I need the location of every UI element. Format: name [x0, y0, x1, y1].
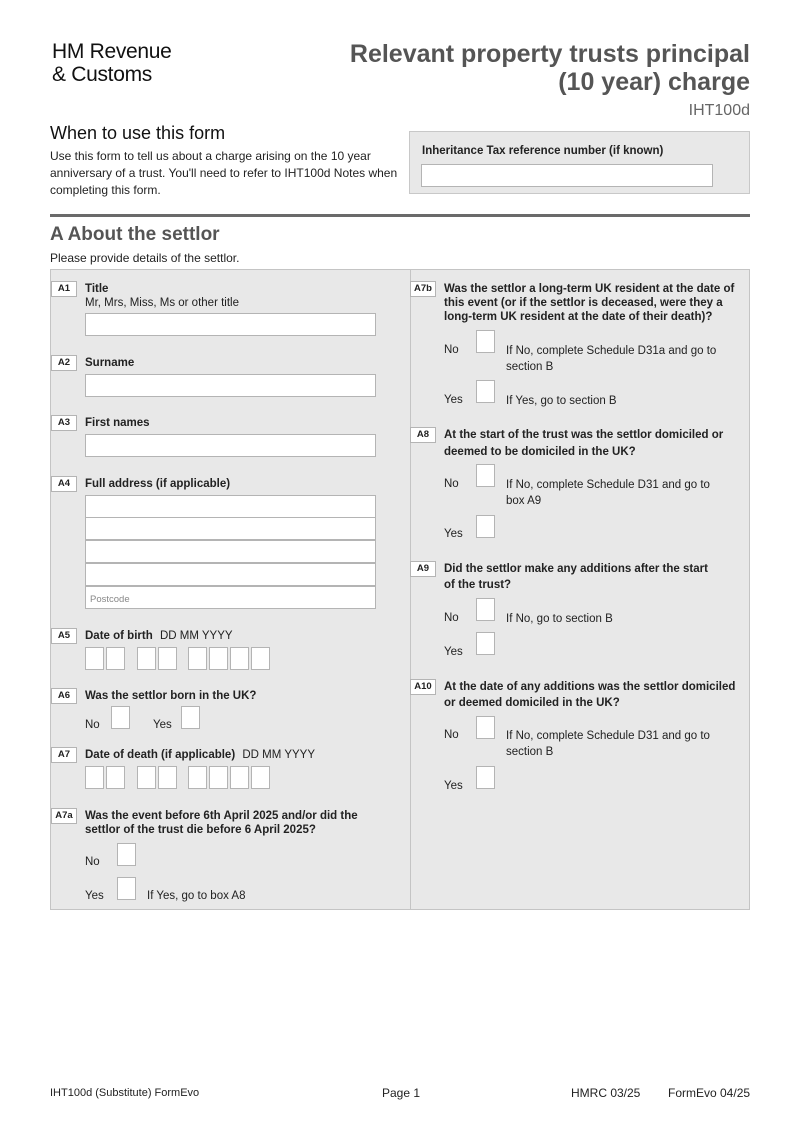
domiciled-start-no-note [506, 477, 710, 509]
when-to-use-text: Use this form to tell us about a charge arising on the 10 year anniversary of a trust. You'll need to refer to IHT100d Notes when completing this form. [50, 149, 398, 197]
dod-year-3[interactable] [230, 766, 249, 789]
dod-month-2[interactable] [158, 766, 177, 789]
question-number-a8: A8 [410, 427, 436, 443]
event-before-april-line-2: settlor of the trust die before 6 April 2025? [85, 824, 316, 836]
long-term-resident-yes-checkbox[interactable] [476, 380, 495, 403]
domiciled-start-no-label: No [444, 478, 459, 490]
question-number-a1: A1 [51, 281, 77, 297]
born-uk-no-label: No [85, 719, 100, 731]
long-term-resident-line-2: this event (or if the settlor is deceased, were they a [444, 297, 723, 309]
address-line-3-input[interactable] [85, 540, 376, 563]
born-uk-no-checkbox[interactable] [111, 706, 130, 729]
surname-label: Surname [85, 357, 135, 369]
additions-no-checkbox[interactable] [476, 598, 495, 621]
long-term-resident-no-checkbox[interactable] [476, 330, 495, 353]
section-subtitle: Please provide details of the settlor. [50, 251, 240, 265]
address-line-1-input[interactable] [85, 495, 376, 518]
domiciled-start-yes-checkbox[interactable] [476, 515, 495, 538]
question-number-a9: A9 [410, 561, 436, 577]
question-number-a2: A2 [51, 355, 77, 371]
domiciled-additions-no-checkbox[interactable] [476, 716, 495, 739]
dod-year-1[interactable] [188, 766, 207, 789]
long-term-resident-no-note-1: If No, complete Schedule D31a and go to [506, 345, 717, 357]
long-term-resident-no-label: No [444, 344, 459, 356]
when-to-use-heading: When to use this form [50, 123, 226, 143]
reference-box [409, 131, 750, 194]
dod-label-text: Date of death (if applicable) [85, 749, 236, 761]
dob-year-1[interactable] [188, 647, 207, 670]
title-hint: Mr, Mrs, Miss, Ms or other title [85, 297, 239, 309]
event-before-april-line-1: Was the event before 6th April 2025 and/or did the [85, 810, 358, 822]
settlor-panel [50, 269, 750, 910]
column-divider [410, 270, 411, 909]
footer-hmrc-version: HMRC 03/25 [571, 1086, 641, 1100]
footer-form-id: IHT100d (Substitute) FormEvo [50, 1087, 200, 1099]
born-uk-yes-checkbox[interactable] [181, 706, 200, 729]
address-label: Full address (if applicable) [85, 478, 231, 490]
domiciled-start-no-note-2: box A9 [506, 495, 542, 507]
born-uk-label: Was the settlor born in the UK? [85, 690, 257, 702]
long-term-resident-yes-note: If Yes, go to section B [506, 395, 617, 407]
dob-month-1[interactable] [137, 647, 156, 670]
additions-line-2: of the trust? [444, 579, 512, 591]
long-term-resident-yes-label: Yes [444, 394, 463, 406]
logo-line-2: & Customs [52, 63, 152, 86]
question-number-a7a: A7a [51, 808, 77, 824]
domiciled-additions-no-note-1: If No, complete Schedule D31 and go to [506, 730, 710, 742]
additions-label [444, 561, 708, 593]
additions-line-1: Did the settlor make any additions after the start [444, 563, 708, 575]
hmrc-logo [52, 40, 172, 86]
domiciled-start-no-note-1: If No, complete Schedule D31 and go to [506, 479, 710, 491]
dob-year-4[interactable] [251, 647, 270, 670]
reference-input[interactable] [421, 164, 713, 187]
section-divider [50, 214, 750, 217]
dob-month-2[interactable] [158, 647, 177, 670]
additions-no-note: If No, go to section B [506, 613, 613, 625]
question-number-a6: A6 [51, 688, 77, 704]
domiciled-start-label [444, 427, 723, 461]
postcode-input[interactable] [85, 586, 376, 609]
footer-page-number: Page 1 [382, 1086, 421, 1100]
event-before-april-no-label: No [85, 856, 100, 868]
section-heading: A About the settlor [50, 224, 220, 245]
form-title-line-2: (10 year) charge [558, 68, 750, 96]
question-number-a3: A3 [51, 415, 77, 431]
dod-format: DD MM YYYY [242, 749, 316, 761]
domiciled-start-line-1: At the start of the trust was the settlor domiciled or [444, 429, 724, 441]
domiciled-additions-label [444, 679, 735, 711]
dod-year-2[interactable] [209, 766, 228, 789]
surname-input[interactable] [85, 374, 376, 397]
event-before-april-yes-label: Yes [85, 890, 104, 902]
event-before-april-yes-checkbox[interactable] [117, 877, 136, 900]
form-title [310, 40, 750, 96]
event-before-april-label [85, 809, 358, 837]
dob-day-2[interactable] [106, 647, 125, 670]
long-term-resident-no-note-2: section B [506, 361, 554, 373]
domiciled-additions-yes-label: Yes [444, 780, 463, 792]
domiciled-start-no-checkbox[interactable] [476, 464, 495, 487]
domiciled-additions-no-label: No [444, 729, 459, 741]
domiciled-additions-line-2: or deemed domiciled in the UK? [444, 697, 620, 709]
domiciled-additions-line-1: At the date of any additions was the settlor domiciled [444, 681, 736, 693]
dod-day-2[interactable] [106, 766, 125, 789]
event-before-april-no-checkbox[interactable] [117, 843, 136, 866]
postcode-placeholder: Postcode [90, 594, 130, 605]
dob-label-text: Date of birth [85, 630, 153, 642]
logo-line-1: HM Revenue [52, 40, 172, 63]
title-label: Title [85, 283, 109, 295]
question-number-a7: A7 [51, 747, 77, 763]
domiciled-start-line-2: deemed to be domiciled in the UK? [444, 446, 636, 458]
additions-no-label: No [444, 612, 459, 624]
title-input[interactable] [85, 313, 376, 336]
question-number-a4: A4 [51, 476, 77, 492]
question-number-a5: A5 [51, 628, 77, 644]
domiciled-start-yes-label: Yes [444, 528, 463, 540]
dob-year-2[interactable] [209, 647, 228, 670]
long-term-resident-line-1: Was the settlor a long-term UK resident at the date of [444, 283, 735, 295]
additions-yes-label: Yes [444, 646, 463, 658]
address-line-2-input[interactable] [85, 517, 376, 540]
reference-label: Inheritance Tax reference number (if known) [422, 145, 664, 157]
dob-year-3[interactable] [230, 647, 249, 670]
born-uk-yes-label: Yes [153, 719, 172, 731]
footer-formevo-version: FormEvo 04/25 [668, 1086, 751, 1100]
long-term-resident-label [444, 282, 734, 324]
long-term-resident-no-note [506, 343, 716, 375]
dob-day-1[interactable] [85, 647, 104, 670]
question-number-a7b: A7b [410, 281, 436, 297]
first-names-label: First names [85, 417, 150, 429]
domiciled-additions-no-note [506, 728, 710, 760]
dod-month-1[interactable] [137, 766, 156, 789]
first-names-input[interactable] [85, 434, 376, 457]
dob-format: DD MM YYYY [159, 630, 233, 642]
dod-label [85, 748, 315, 762]
dod-year-4[interactable] [251, 766, 270, 789]
question-number-a10: A10 [410, 679, 436, 695]
domiciled-additions-no-note-2: section B [506, 746, 554, 758]
long-term-resident-line-3: long-term UK resident at the date of their death)? [444, 311, 713, 323]
address-line-4-input[interactable] [85, 563, 376, 586]
additions-yes-checkbox[interactable] [476, 632, 495, 655]
form-title-line-1: Relevant property trusts principal [349, 40, 750, 68]
event-before-april-yes-note: If Yes, go to box A8 [147, 890, 246, 902]
dod-day-1[interactable] [85, 766, 104, 789]
dob-label [85, 629, 233, 643]
domiciled-additions-yes-checkbox[interactable] [476, 766, 495, 789]
form-code: IHT100d [688, 102, 750, 119]
